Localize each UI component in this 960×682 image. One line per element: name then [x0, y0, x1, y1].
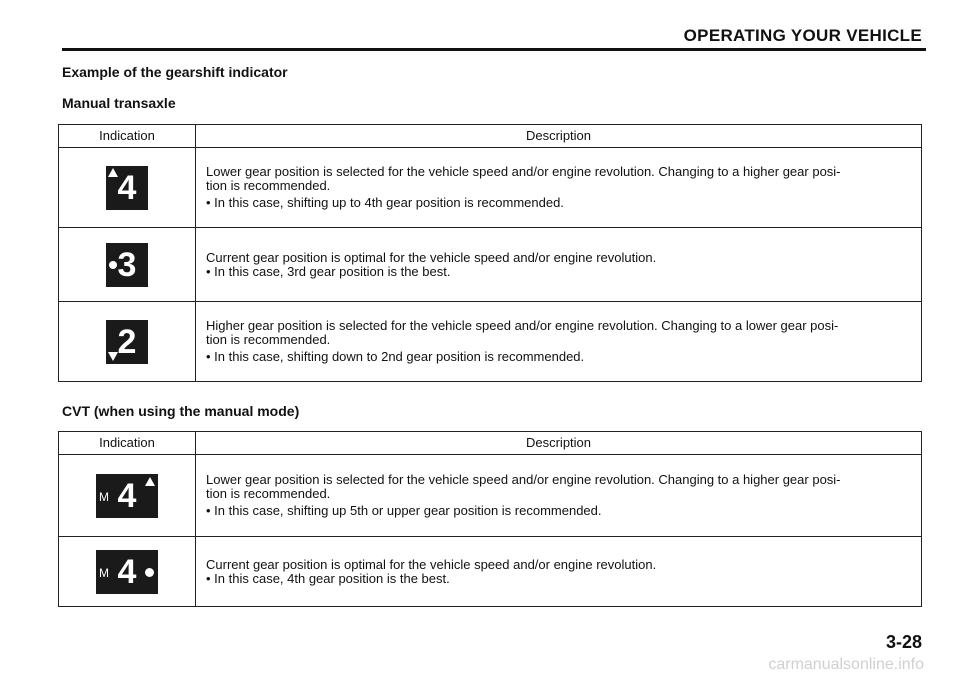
description-cell: [196, 455, 922, 537]
description-cell: [196, 537, 922, 607]
description-text: tion is recommended.: [206, 486, 331, 501]
watermark-text: carmanualsonline.info: [768, 656, 924, 673]
manual-indicator-table: [58, 124, 922, 382]
m-gear-4-dot-icon: [96, 550, 158, 594]
table-row: [59, 228, 922, 302]
cvt-title: CVT (when using the manual mode): [62, 403, 300, 419]
header-rule: [62, 48, 926, 51]
gear-4-up-arrow-icon: [106, 166, 148, 210]
description-column-header: Description: [196, 125, 922, 148]
up-arrow-icon: [145, 477, 155, 486]
description-cell: [196, 228, 922, 302]
indication-cell: [59, 302, 196, 382]
description-cell: [196, 148, 922, 228]
indication-cell: [59, 537, 196, 607]
description-bullet: • In this case, 3rd gear position is the best.: [206, 263, 451, 279]
table-header-row: [59, 432, 922, 455]
indication-cell: [59, 228, 196, 302]
indication-column-header: Indication: [59, 125, 196, 148]
table-header-row: [59, 125, 922, 148]
table-row: [59, 302, 922, 382]
m-gear-4-up-arrow-icon: [96, 474, 158, 518]
gear-number: 2: [117, 322, 137, 361]
description-text: Higher gear position is selected for the vehicle speed and/or engine revolution. Changing to a lower gear posi-: [206, 318, 839, 333]
indication-cell: [59, 148, 196, 228]
description-text: Current gear position is optimal for the vehicle speed and/or engine revolution.: [206, 556, 657, 572]
section-header-title: OPERATING YOUR VEHICLE: [683, 26, 922, 45]
description-column-header: Description: [196, 432, 922, 455]
table-row: [59, 537, 922, 607]
manual-mode-label: M: [99, 565, 109, 580]
page-number: 3-28: [885, 632, 922, 652]
dot-icon: [145, 568, 154, 577]
description-bullet: • In this case, shifting up 5th or upper gear position is recommended.: [206, 503, 602, 518]
description-bullet: • In this case, shifting down to 2nd gear position is recommended.: [206, 349, 585, 364]
gear-number: 4: [117, 168, 137, 207]
table-row: [59, 148, 922, 228]
description-text: tion is recommended.: [206, 332, 331, 347]
cvt-indicator-table: [58, 431, 922, 607]
indication-column-header: Indication: [59, 432, 196, 455]
description-text: Lower gear position is selected for the vehicle speed and/or engine revolution. Changing to a higher gear posi-: [206, 472, 841, 487]
example-title: Example of the gearshift indicator: [62, 64, 288, 80]
indication-cell: [59, 455, 196, 537]
description-text: tion is recommended.: [206, 178, 331, 193]
gear-number: 3: [117, 245, 137, 284]
description-text: Lower gear position is selected for the vehicle speed and/or engine revolution. Changing to a higher gear posi-: [206, 164, 841, 179]
description-bullet: • In this case, shifting up to 4th gear position is recommended.: [206, 195, 564, 210]
gear-2-down-arrow-icon: [106, 320, 148, 364]
manual-mode-label: M: [99, 489, 109, 504]
manual-transaxle-title: Manual transaxle: [62, 95, 176, 111]
description-text: Current gear position is optimal for the vehicle speed and/or engine revolution.: [206, 249, 657, 265]
gear-number: 4: [117, 476, 137, 515]
gear-number: 4: [117, 552, 137, 591]
description-bullet: • In this case, 4th gear position is the best.: [206, 570, 450, 586]
description-cell: [196, 302, 922, 382]
table-row: [59, 455, 922, 537]
gear-3-dot-icon: [106, 243, 148, 287]
